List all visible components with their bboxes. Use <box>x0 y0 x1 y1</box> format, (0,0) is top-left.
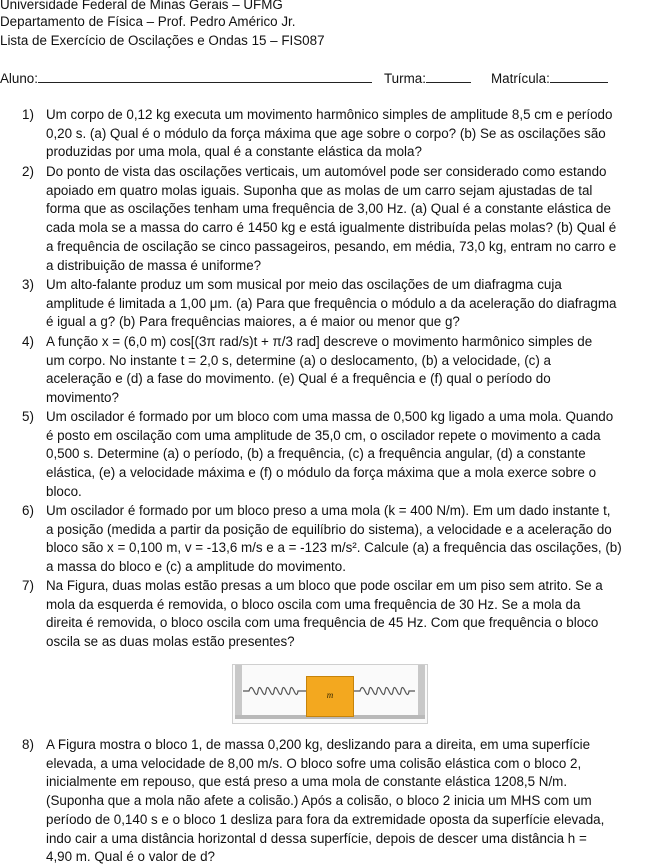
mass-block <box>306 676 354 717</box>
class-field[interactable] <box>384 70 471 87</box>
question-line: elevada, a uma velocidade de 8,00 m/s. O bloco sofre uma colisão elástica com o bloco 2, <box>46 755 582 771</box>
question-line: A Figura mostra o bloco 1, de massa 0,200 kg, deslizando para a direita, em uma superfície <box>46 737 591 752</box>
question-line: a posição (medida a partir da posição de equilíbrio do sistema), a velocidade e a aceleração do <box>46 521 612 537</box>
class-blank[interactable] <box>426 70 471 83</box>
right-spring <box>354 684 415 698</box>
question-line: a distribuição de massa é uniforme? <box>46 257 262 273</box>
question-line: bloco são x = 0,100 m, v = -13,6 m/s e a = -123 m/s². Calcule (a) a frequência das oscilações, (b) <box>46 540 622 556</box>
question-line: período de 0,140 s e o bloco 1 desliza para fora da extremidade oposta da superfície elevada, <box>46 811 605 827</box>
question-line: aceleração e (d) a fase do movimento. (e) Qual é a frequência e (f) qual o período do <box>46 371 551 387</box>
question-line: Um corpo de 0,12 kg executa um movimento harmônico simples de amplitude 8,5 cm e período <box>46 107 613 122</box>
question-text <box>46 276 662 332</box>
mass-label: m <box>326 690 334 700</box>
question-line: Um oscilador é formado por um bloco preso a uma mola (k = 400 N/m). Em um dado instante t, <box>46 503 611 518</box>
question-line: 4,90 m. Qual é o valor de d? <box>46 849 215 865</box>
question-number: 3) <box>22 277 34 292</box>
student-name-blank[interactable] <box>38 70 372 83</box>
question-line: elástica, (e) a velocidade máxima e (f) o módulo da força máxima que a mola exerce sobre o <box>46 465 597 481</box>
question-line: oscila se as duas molas estão presentes? <box>46 634 295 650</box>
left-wall <box>235 665 242 717</box>
question-line: 0,20 s. (a) Qual é o módulo da força máxima que age sobre o corpo? (b) Se as oscilações são <box>46 125 606 141</box>
question-number: 2) <box>22 164 34 179</box>
question-line: forma que as oscilações tenham uma frequência de 3,00 Hz. (a) Qual é a constante elástica de <box>46 201 611 217</box>
question-text <box>46 106 662 162</box>
question-line: um corpo. No instante t = 2,0 s, determine (a) o deslocamento, (b) a velocidade, (c) a <box>46 352 551 368</box>
question-text <box>46 333 662 408</box>
question-line: Na Figura, duas molas estão presas a um bloco que pode oscilar em um piso sem atrito. Se a <box>46 578 603 593</box>
question-line: bloco. <box>46 483 82 499</box>
question-number: 7) <box>22 578 34 593</box>
question-line: cada mola se a massa do carro é 1450 kg e está igualmente distribuída pelas molas? (b) Qual é <box>46 220 617 236</box>
student-info-row <box>0 70 663 88</box>
list-title: Lista de Exercício de Oscilações e Ondas 15 – FIS087 <box>0 33 325 48</box>
question-line: direita é removida, o bloco oscila com uma frequência de 45 Hz. Com que frequência o bloco <box>46 615 599 631</box>
question-line: a massa do bloco e (c) a amplitude do movimento. <box>46 559 346 575</box>
question-line: apoiado em quatro molas iguais. Suponha que as molas de um carro sejam ajustadas de tal <box>46 182 593 198</box>
question-text <box>46 163 662 275</box>
question-number: 4) <box>22 334 34 349</box>
question-line: a frequência de oscilação se cinco passageiros, pesando, em média, 73,0 kg, entram no carro e <box>46 238 617 254</box>
question-line: mola da esquerda é removida, o bloco oscila com uma frequência de 30 Hz. Se a mola da <box>46 596 581 612</box>
question-line: 0,500 s. Determine (a) o período, (b) a frequência, (c) a frequência angular, (d) a constante <box>46 446 586 462</box>
question-line: Um oscilador é formado por um bloco com uma massa de 0,500 kg ligado a uma mola. Quando <box>46 409 614 424</box>
question-text <box>46 736 662 867</box>
university-name: Universidade Federal de Minas Gerais – UFMG <box>0 0 283 12</box>
question-number: 6) <box>22 503 34 518</box>
question-text <box>46 577 662 652</box>
department-name: Departamento de Física – Prof. Pedro Américo Jr. <box>0 14 296 29</box>
question-line: indo cair a uma distância horizontal d dessa superfície, depois de descer uma distância h = <box>46 830 587 846</box>
right-wall <box>418 665 425 717</box>
registration-field[interactable] <box>491 70 608 87</box>
class-label: Turma: <box>384 71 426 86</box>
student-name-label: Aluno: <box>0 71 38 86</box>
question-number: 8) <box>22 737 34 752</box>
question-number: 1) <box>22 107 34 122</box>
registration-blank[interactable] <box>550 70 608 83</box>
question-line: Um alto-falante produz um som musical por meio das oscilações de um diafragma cuja <box>46 277 562 292</box>
question-text <box>46 502 662 577</box>
student-name-field[interactable] <box>0 70 372 87</box>
question-line: é posto em oscilação com uma amplitude de 35,0 cm, o oscilador repete o movimento a cada <box>46 427 601 443</box>
question-line: produzidas por uma mola, qual é a constante elástica da mola? <box>46 144 422 160</box>
question-number: 5) <box>22 409 34 424</box>
question-text <box>46 408 662 502</box>
question-line: é igual a g? (b) Para frequências maiores, a é maior ou menor que g? <box>46 314 460 330</box>
registration-label: Matrícula: <box>491 71 550 86</box>
left-spring <box>243 684 306 698</box>
question-line: movimento? <box>46 390 119 406</box>
question-line: Do ponto de vista das oscilações verticais, um automóvel pode ser considerado como estando <box>46 164 607 179</box>
question-line: (Suponha que a mola não afete a colisão.) Após a colisão, o bloco 2 inicia um MHS com um <box>46 793 592 809</box>
spring-block-figure <box>232 664 428 724</box>
question-line: amplitude é limitada a 1,00 μm. (a) Para que frequência o módulo a da aceleração do diafragma <box>46 295 617 311</box>
question-line: inicialmente em repouso, que está preso a uma mola de constante elástica 1208,5 N/m. <box>46 774 568 790</box>
question-line: A função x = (6,0 m) cos[(3π rad/s)t + π/3 rad] descreve o movimento harmônico simples de <box>46 334 593 349</box>
